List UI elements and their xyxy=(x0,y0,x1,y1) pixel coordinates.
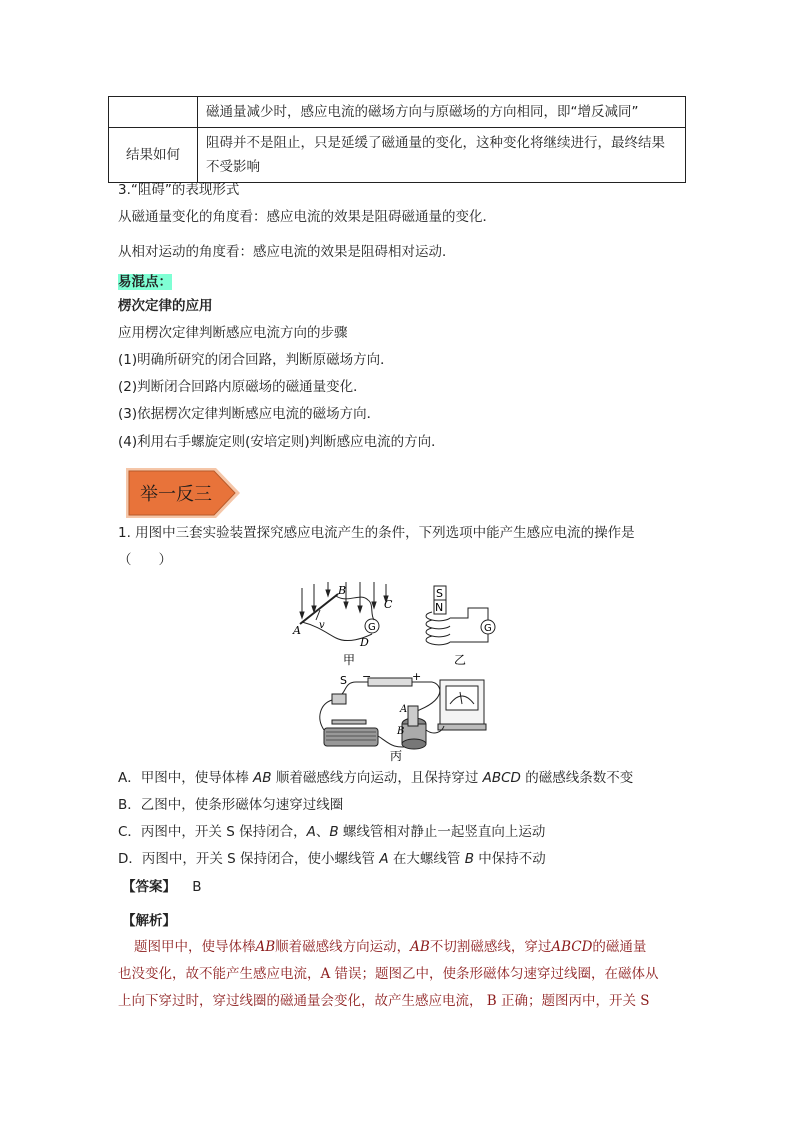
confusion-tag: 易混点： xyxy=(118,274,172,290)
paragraph-line: 从磁通量变化的角度看：感应电流的效果是阻碍磁通量的变化． xyxy=(118,209,496,225)
table-cell-text xyxy=(198,128,686,183)
badge-label: 举一反三 xyxy=(140,484,212,505)
figure-caption-jia: 甲 xyxy=(343,653,356,667)
step-item: (4)利用右手螺旋定则(安培定则)判断感应电流的方向． xyxy=(118,434,445,450)
switch-S-label: S xyxy=(340,674,347,687)
table-row xyxy=(109,128,686,183)
analysis-line: 上向下穿过时，穿过线圈的磁通量会变化，故产生感应电流， B 正确；题图丙中，开关 S xyxy=(118,993,650,1009)
figure-caption-yi: 乙 xyxy=(454,653,467,667)
coil-A-label: A xyxy=(400,704,408,715)
table-row xyxy=(109,97,686,128)
table-cell-label: 结果如何 xyxy=(109,128,198,183)
analysis-line: 题图甲中，使导体棒AB顺着磁感线方向运动，AB不切割磁感线，穿过ABCD的磁通量 xyxy=(134,939,647,955)
step-item: (2)判断闭合回路内原磁场的磁通量变化． xyxy=(118,379,367,395)
summary-table xyxy=(108,96,686,183)
analysis-tag: 【解析】 xyxy=(122,913,176,929)
figure-jia xyxy=(288,580,400,668)
answer-tag: 【答案】 xyxy=(122,879,176,895)
analysis-line: 也没变化，故不能产生感应电流，A 错误；题图乙中，使条形磁体匀速穿过线圈，在磁体从 xyxy=(118,966,659,982)
galvanometer-label: G xyxy=(368,622,376,633)
label-v: v xyxy=(319,620,325,631)
option-B: B．乙图中，使条形磁体匀速穿过线圈 xyxy=(118,797,344,813)
question-stem: 1. 用图中三套实验装置探究感应电流产生的条件，下列选项中能产生感应电流的操作是 xyxy=(118,525,635,541)
section-heading: 3.“阻碍”的表现形式 xyxy=(118,182,240,198)
coil-B-label: B xyxy=(397,726,405,737)
answer-value: B xyxy=(192,879,202,895)
label-D: D xyxy=(360,636,369,649)
battery-minus-label: − xyxy=(362,670,372,683)
figure-bing xyxy=(302,670,498,764)
table-text-line: 阻碍并不是阻止，只是延缓了磁通量的变化，这种变化将继续进行，最终结果 xyxy=(206,135,665,151)
label-B: B xyxy=(338,584,347,597)
magnet-N-label: N xyxy=(435,601,444,614)
question-blank: （ ） xyxy=(118,552,172,568)
table-cell-label xyxy=(109,97,198,128)
step-item: (3)依据楞次定律判断感应电流的磁场方向． xyxy=(118,406,381,422)
label-A: A xyxy=(293,624,301,637)
option-A: A．甲图中，使导体棒 AB 顺着磁感线方向运动，且保持穿过 ABCD 的磁感线条数不变 xyxy=(118,770,634,786)
table-cell-text: 磁通量减少时，感应电流的磁场方向与原磁场的方向相同，即“增反减同” xyxy=(198,97,686,128)
figure-yi xyxy=(420,582,500,668)
steps-intro: 应用楞次定律判断感应电流方向的步骤 xyxy=(118,325,348,341)
table-text-line: 不受影响 xyxy=(206,159,260,175)
paragraph-line: 从相对运动的角度看：感应电流的效果是阻碍相对运动． xyxy=(118,244,456,260)
figure-caption-bing: 丙 xyxy=(390,749,403,763)
option-D: D．丙图中，开关 S 保持闭合，使小螺线管 A 在大螺线管 B 中保持不动 xyxy=(118,851,546,867)
step-item: (1)明确所研究的闭合回路，判断原磁场方向． xyxy=(118,352,394,368)
magnet-S-label: S xyxy=(436,587,443,600)
answer-line xyxy=(122,877,202,897)
confusion-title: 楞次定律的应用 xyxy=(118,298,213,314)
section-badge xyxy=(124,466,242,520)
option-C: C．丙图中，开关 S 保持闭合，A、B 螺线管相对静止一起竖直向上运动 xyxy=(118,824,546,840)
label-C: C xyxy=(384,598,393,611)
battery-plus-label: + xyxy=(412,670,422,683)
galvanometer-label: G xyxy=(484,623,492,634)
